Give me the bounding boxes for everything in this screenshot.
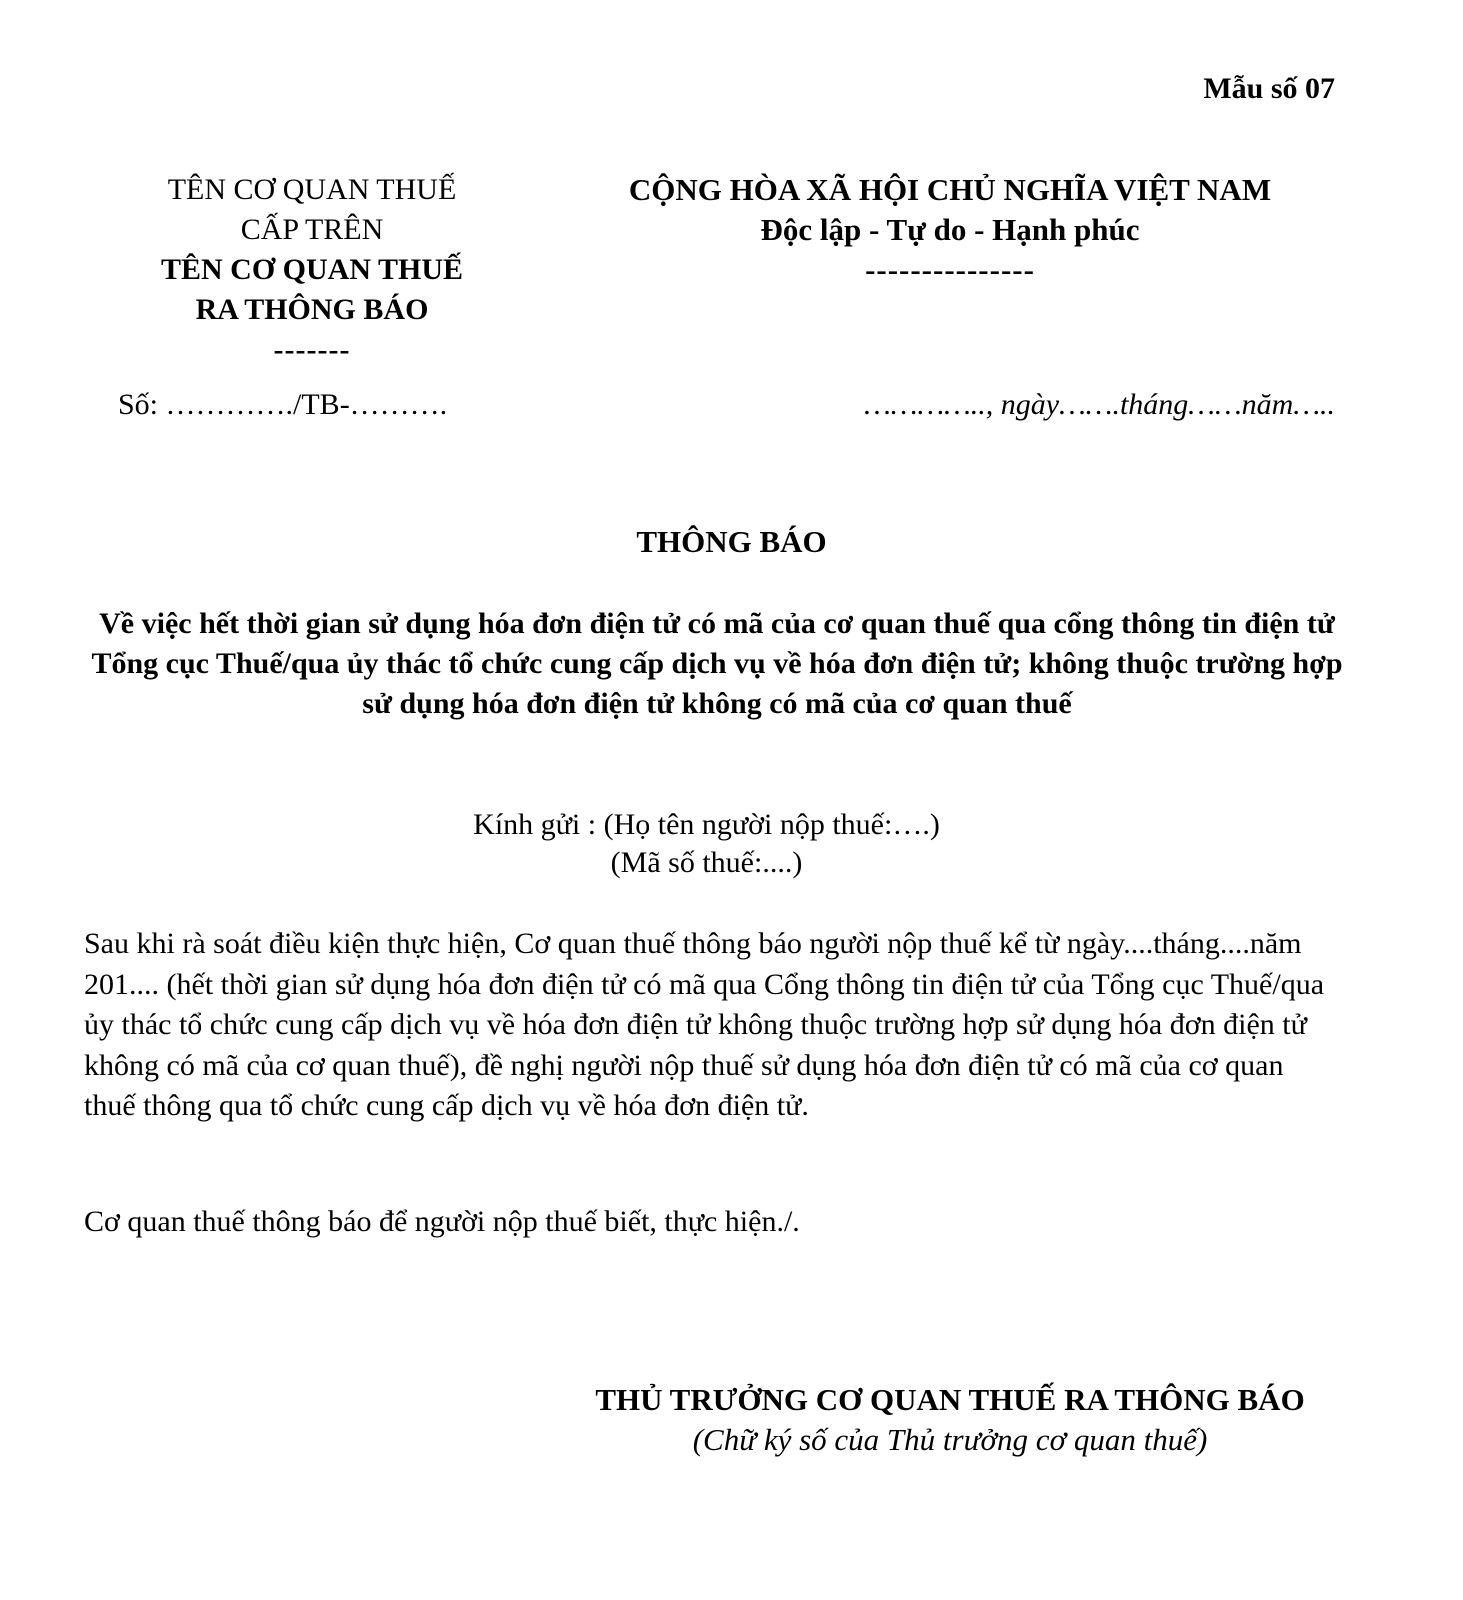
national-motto: Độc lập - Tự do - Hạnh phúc [760,212,1140,247]
place-and-date: ………….., ngày…….tháng……năm….. [864,388,1335,421]
superior-agency-line-1: TÊN CƠ QUAN THUẾ [167,173,457,206]
issuing-agency-line-1: TÊN CƠ QUAN THUẾ [161,253,463,286]
recipient-block [0,806,1413,882]
national-header [580,170,1320,290]
nation-separator: --------------- [865,252,1035,287]
document-subject: Về việc hết thời gian sử dụng hóa đơn điện tử có mã của cơ quan thuế qua cổng thông tin điện tử Tổng cục Thuế/qua ủy thác tổ chức cung cấp dịch vụ về hóa đơn điện tử; không thuộc trường hợp sử dụng hóa đơn điện tử không có mã của cơ quan thuế [91,607,1343,720]
issuing-agency-line-2: RA THÔNG BÁO [195,293,429,326]
recipient-name-line: Kính gửi : (Họ tên người nộp thuế:….) [473,808,940,841]
nation-name: CỘNG HÒA XÃ HỘI CHỦ NGHĨA VIỆT NAM [628,172,1272,207]
document-title: THÔNG BÁO [636,524,827,559]
signature-block [580,1380,1320,1460]
form-number: Mẫu số 07 [1203,72,1335,105]
document-number: Số: …………./TB-………. [118,388,448,421]
closing-paragraph: Cơ quan thuế thông báo để người nộp thuế biết, thực hiện./. [84,1205,800,1238]
body-paragraph: Sau khi rà soát điều kiện thực hiện, Cơ quan thuế thông báo người nộp thuế kể từ ngày....tháng....năm 201.... (hết thời gian sử dụng hóa đơn điện tử có mã qua Cổng thông tin điện tử của Tổng cục Thuế/qua ủy thác tổ chức cung cấp dịch vụ về hóa đơn điện tử không thuộc trường hợp sử dụng hóa đơn điện tử không có mã của cơ quan thuế), đề nghị người nộp thuế sử dụng hóa đơn điện tử có mã của cơ quan thuế thông qua tổ chức cung cấp dịch vụ về hóa đơn điện tử. [84,927,1325,1122]
signer-title: THỦ TRƯỞNG CƠ QUAN THUẾ RA THÔNG BÁO [595,1382,1305,1417]
superior-agency-line-2: CẤP TRÊN [240,213,384,246]
recipient-tax-code-line: (Mã số thuế:....) [610,846,803,879]
agency-separator: ------- [273,333,351,366]
issuing-agency-block [112,170,512,370]
signature-note: (Chữ ký số của Thủ trưởng cơ quan thuế) [692,1422,1208,1457]
